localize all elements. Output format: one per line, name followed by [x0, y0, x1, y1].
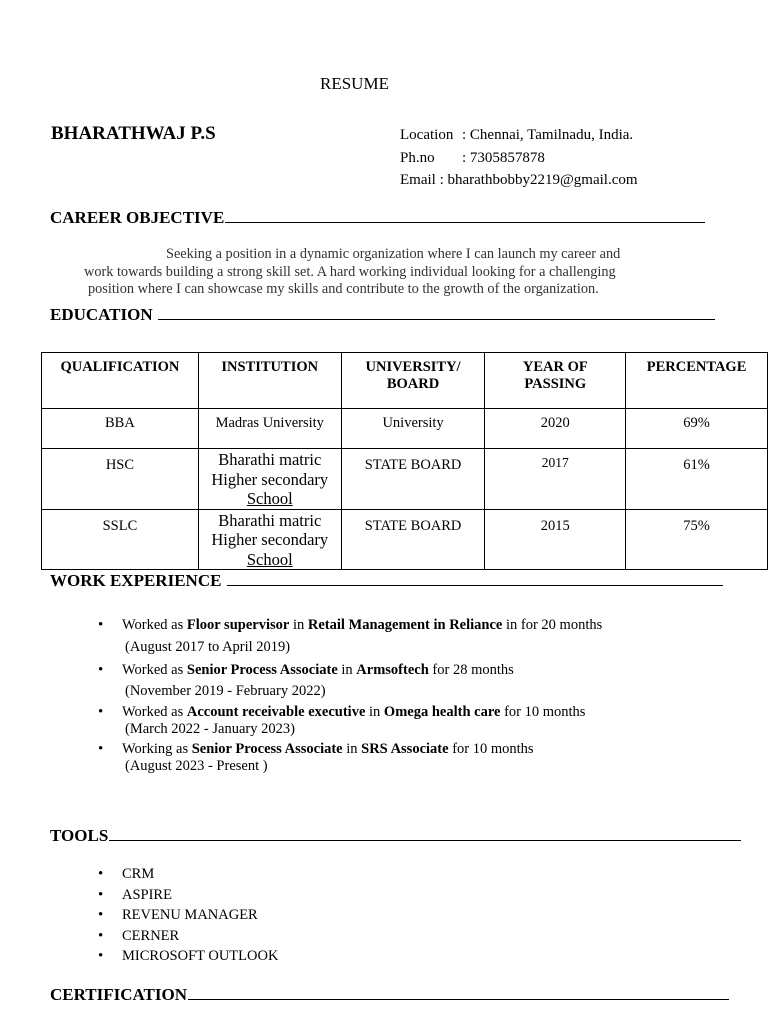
tools-title: TOOLS — [50, 826, 109, 845]
objective-line: work towards building a strong skill set. A hard working individual looking for a challenging — [84, 263, 616, 280]
heading-underline — [109, 839, 741, 841]
header-board-line2: BOARD — [386, 376, 440, 392]
education-heading — [50, 305, 715, 325]
document-title: RESUME — [320, 74, 389, 93]
cell-text: 61% — [683, 457, 710, 473]
list-item — [122, 661, 602, 701]
institution-line: Higher secondary — [211, 469, 329, 489]
cell-percentage — [626, 509, 768, 570]
job-prefix: Worked as — [122, 662, 187, 678]
header-percentage: PERCENTAGE — [626, 353, 768, 409]
candidate-name: BHARATHWAJ P.S — [51, 123, 216, 144]
objective-line: position where I can showcase my skills and contribute to the growth of the organization. — [88, 281, 599, 297]
cell-text: 75% — [683, 517, 710, 534]
cell-text — [199, 510, 341, 570]
job-prefix: Worked as — [122, 704, 187, 720]
heading-underline — [188, 998, 729, 1000]
heading-underline — [225, 221, 705, 223]
job-prefix: Worked as — [122, 617, 187, 633]
job-duration: in for 20 months — [502, 617, 603, 633]
list-item — [122, 703, 602, 739]
job-mid: in — [342, 741, 362, 757]
cell-text: 2017 — [541, 455, 569, 470]
list-item — [122, 740, 602, 776]
job-dates: (November 2019 - February 2022) — [125, 683, 326, 699]
phone-value: : 7305857878 — [462, 150, 545, 166]
heading-underline — [158, 318, 715, 320]
education-title: EDUCATION — [50, 305, 153, 324]
cell-text: 2015 — [540, 517, 570, 534]
cell-qualification — [42, 449, 199, 510]
job-duration: for 28 months — [428, 662, 514, 678]
certification-heading — [50, 985, 729, 1005]
job-duration: for 10 months — [500, 704, 586, 720]
career-objective-text — [84, 246, 674, 299]
job-dates: (August 2023 - Present ) — [125, 758, 268, 774]
job-duration: for 10 months — [448, 741, 534, 757]
contact-location — [400, 127, 633, 144]
cell-board — [341, 449, 485, 510]
table-header-row — [42, 353, 768, 409]
header-institution: INSTITUTION — [198, 353, 341, 409]
institution-line: Bharathi matric — [218, 510, 322, 530]
cell-year — [485, 509, 626, 570]
work-experience-list — [122, 616, 602, 776]
cell-year: 2020 — [485, 409, 626, 449]
phone-label: Ph.no — [400, 150, 435, 166]
location-label: Location — [400, 127, 454, 143]
contact-email — [400, 172, 638, 189]
work-experience-heading — [50, 571, 723, 591]
list-item — [122, 616, 602, 657]
education-table — [41, 352, 768, 570]
email-value: : bharathbobby2219@gmail.com — [439, 172, 638, 188]
tools-list — [122, 864, 278, 967]
career-objective-heading — [50, 208, 705, 228]
table-row — [42, 509, 768, 570]
institution-line: School — [246, 549, 293, 569]
cell-institution — [198, 509, 341, 570]
email-label: Email — [400, 172, 436, 188]
header-year — [485, 353, 626, 409]
job-mid: in — [289, 617, 308, 633]
header-year-line1: YEAR OF — [522, 359, 588, 375]
location-value: : Chennai, Tamilnadu, India. — [462, 127, 634, 143]
cell-year — [485, 449, 626, 510]
cell-institution: Madras University — [198, 409, 341, 449]
cell-board — [341, 509, 485, 570]
institution-line: Bharathi matric — [218, 450, 322, 469]
cell-institution — [198, 449, 341, 510]
cell-percentage — [626, 449, 768, 510]
header-year-line2: PASSING — [524, 376, 587, 392]
job-company: SRS Associate — [361, 741, 449, 757]
career-objective-title: CAREER OBJECTIVE — [50, 208, 225, 227]
header-qualification: QUALIFICATION — [42, 353, 199, 409]
job-prefix: Working as — [122, 741, 192, 757]
contact-phone — [400, 150, 545, 167]
cell-percentage: 69% — [626, 409, 768, 449]
cell-text — [199, 449, 341, 509]
work-experience-title: WORK EXPERIENCE — [50, 571, 222, 590]
objective-line: Seeking a position in a dynamic organization where I can launch my career and — [166, 246, 621, 262]
header-board — [341, 353, 485, 409]
job-mid: in — [365, 704, 384, 720]
institution-line: School — [246, 489, 293, 508]
cell-qualification: BBA — [42, 409, 199, 449]
job-dates: (August 2017 to April 2019) — [125, 639, 291, 655]
heading-underline — [227, 584, 723, 586]
cell-text: SSLC — [102, 517, 138, 534]
institution-line: Higher secondary — [211, 530, 329, 549]
list-item: • CRM — [122, 864, 278, 885]
list-item: • MICROSOFT OUTLOOK — [122, 946, 278, 967]
job-role: Floor supervisor — [186, 617, 290, 633]
header-board-line1: UNIVERSITY/ — [365, 359, 461, 375]
table-row — [42, 409, 768, 449]
job-company: Retail Management in Reliance — [307, 617, 503, 633]
certification-title: CERTIFICATION — [50, 985, 187, 1004]
cell-text: STATE BOARD — [364, 457, 462, 473]
cell-text: HSC — [105, 457, 135, 473]
cell-board: University — [341, 409, 485, 449]
tools-heading — [50, 826, 741, 846]
cell-qualification — [42, 509, 199, 570]
list-item: • CERNER — [122, 926, 278, 947]
table-row — [42, 449, 768, 510]
job-mid: in — [337, 662, 357, 678]
list-item: • ASPIRE — [122, 885, 278, 906]
job-dates: (March 2022 - January 2023) — [125, 721, 295, 737]
job-company: Omega health care — [383, 704, 501, 720]
job-role: Account receivable executive — [186, 704, 366, 720]
job-company: Armsoftech — [356, 662, 429, 678]
job-role: Senior Process Associate — [186, 662, 338, 678]
list-item: • REVENU MANAGER — [122, 905, 278, 926]
cell-text: STATE BOARD — [364, 517, 462, 534]
job-role: Senior Process Associate — [191, 741, 343, 757]
